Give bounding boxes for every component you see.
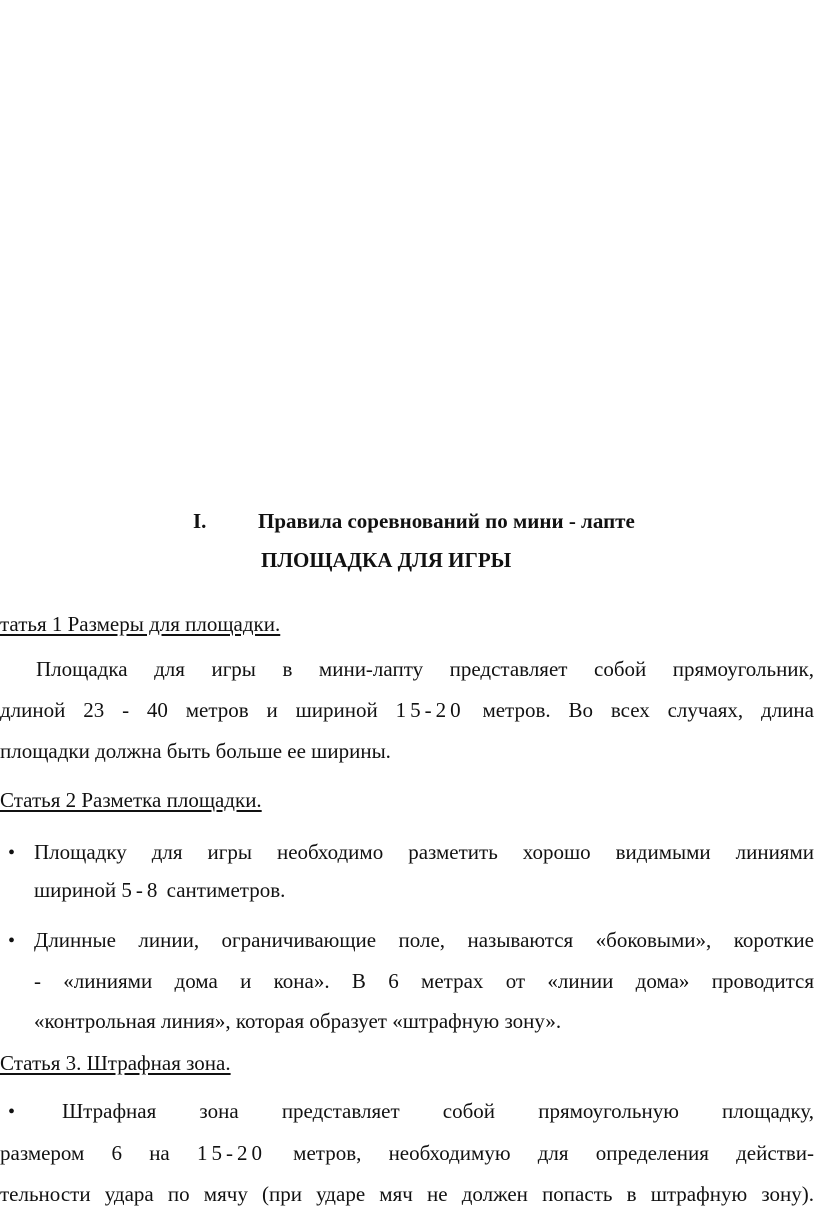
article-3-line-1: Штрафная зона представляет собой прямоугольную площадку, — [62, 1099, 814, 1123]
article-2-bullet-1-part-a: шириной — [34, 878, 117, 902]
article-2-heading: Статья 2 Разметка площадки. — [0, 788, 262, 812]
article-1-heading: татья 1 Размеры для площадки. — [0, 612, 281, 636]
bullet-icon: • — [8, 1101, 16, 1123]
article-1-line-3: площадки должна быть больше ее ширины. — [0, 739, 391, 763]
section-title: Правила соревнований по мини - лапте — [258, 509, 635, 533]
article-2-bullet-2-line-3: «контрольная линия», которая образует «штрафную зону». — [34, 1009, 562, 1033]
article-1-line-2-part-a: длиной 23 - 40 метров и шириной — [0, 698, 378, 722]
article-1-line-2-part-b: метров. Во всех случаях, длина — [482, 698, 814, 722]
article-3-size-range: 15-20 — [196, 1141, 266, 1165]
article-3-line-2-part-b: метров, необходимую для определения действи- — [293, 1141, 815, 1165]
article-1-line-1: Площадка для игры в мини-лапту представляет собой прямоугольник, — [36, 657, 814, 681]
article-3-line-2-part-a: размером 6 на — [0, 1141, 170, 1165]
section-number: I. — [193, 509, 207, 533]
article-2-bullet-1-part-b: сантиметров. — [166, 878, 286, 902]
article-1-line-2 — [0, 698, 814, 723]
bullet-icon: • — [8, 930, 16, 952]
article-2-bullet-2-line-1: Длинные линии, ограничивающие поле, называются «боковыми», короткие — [34, 928, 814, 952]
article-3-line-3: тельности удара по мячу (при ударе мяч не должен попасть в штрафную зону). — [0, 1182, 814, 1206]
section-subtitle: ПЛОЩАДКА ДЛЯ ИГРЫ — [261, 548, 512, 572]
article-2-bullet-1-line-2 — [34, 878, 285, 903]
article-3-line-2 — [0, 1141, 814, 1166]
article-1-width-range: 15-20 — [395, 698, 465, 722]
article-2-bullet-2-line-2: - «линиями дома и кона». В 6 метрах от «линии дома» проводится — [34, 969, 814, 993]
article-2-line-width-range: 5-8 — [121, 878, 162, 902]
bullet-icon: • — [8, 842, 16, 864]
article-2-bullet-1-line-1: Площадку для игры необходимо разметить хорошо видимыми линиями — [34, 840, 814, 864]
article-3-heading: Статья 3. Штрафная зона. — [0, 1051, 231, 1075]
